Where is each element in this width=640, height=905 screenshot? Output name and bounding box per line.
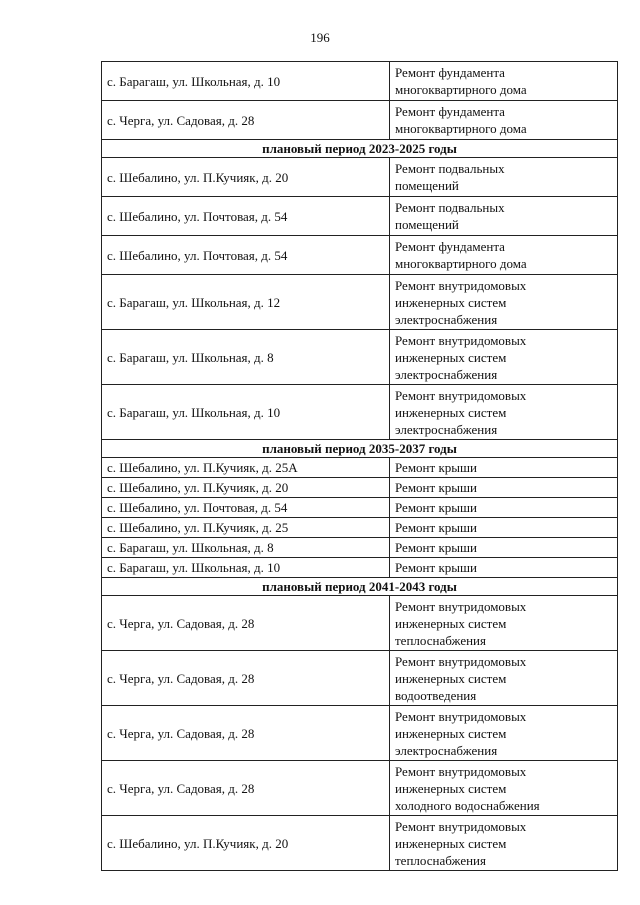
work-type-line: инженерных систем: [395, 294, 507, 310]
table-row: [102, 197, 618, 236]
table-row: [102, 816, 618, 871]
address-cell: с. Шебалино, ул. П.Кучияк, д. 25А: [102, 458, 390, 478]
work-type-cell: [390, 478, 618, 498]
address-cell: с. Шебалино, ул. Почтовая, д. 54: [102, 236, 390, 275]
section-title: плановый период 2023-2025 годы: [102, 140, 618, 158]
work-type-cell: [390, 538, 618, 558]
work-type-line: Ремонт внутридомовых: [395, 387, 527, 403]
work-type-line: многоквартирного дома: [395, 121, 527, 136]
table-row: [102, 498, 618, 518]
work-type-line: инженерных систем: [395, 780, 507, 796]
work-type-line: Ремонт фундамента: [395, 104, 505, 119]
address-cell: с. Барагаш, ул. Школьная, д. 8: [102, 330, 390, 385]
work-type-line: Ремонт крыши: [395, 460, 477, 475]
work-type-line: инженерных систем: [395, 670, 507, 686]
address-cell: с. Барагаш, ул. Школьная, д. 10: [102, 62, 390, 101]
work-type-cell: [390, 651, 618, 706]
work-type-line: Ремонт крыши: [395, 500, 477, 515]
address-cell: с. Черга, ул. Садовая, д. 28: [102, 706, 390, 761]
work-type-line: Ремонт крыши: [395, 540, 477, 555]
work-type-line: инженерных систем: [395, 835, 507, 851]
work-type-cell: [390, 330, 618, 385]
work-type-line: помещений: [395, 217, 459, 232]
address-cell: с. Барагаш, ул. Школьная, д. 10: [102, 558, 390, 578]
address-cell: с. Шебалино, ул. П.Кучияк, д. 25: [102, 518, 390, 538]
work-type-line: Ремонт внутридомовых: [395, 598, 527, 614]
work-type-cell: [390, 158, 618, 197]
table-row: [102, 101, 618, 140]
table-row: [102, 558, 618, 578]
table-row: [102, 158, 618, 197]
table-row: [102, 706, 618, 761]
address-cell: с. Шебалино, ул. П.Кучияк, д. 20: [102, 816, 390, 871]
work-type-line: помещений: [395, 178, 459, 193]
table-row: [102, 330, 618, 385]
work-type-line: холодного водоснабжения: [395, 797, 540, 813]
work-type-cell: [390, 62, 618, 101]
work-type-line: Ремонт подвальных: [395, 200, 505, 215]
table-row: [102, 596, 618, 651]
page-number: 196: [310, 30, 330, 45]
table-row: [102, 275, 618, 330]
work-type-line: Ремонт внутридомовых: [395, 653, 527, 669]
table-row: [102, 62, 618, 101]
table-row: [102, 385, 618, 440]
address-cell: с. Черга, ул. Садовая, д. 28: [102, 101, 390, 140]
work-type-cell: [390, 706, 618, 761]
section-header-row: [102, 440, 618, 458]
work-type-line: теплоснабжения: [395, 852, 486, 868]
work-type-cell: [390, 236, 618, 275]
work-type-cell: [390, 761, 618, 816]
work-type-line: Ремонт крыши: [395, 560, 477, 575]
table-row: [102, 478, 618, 498]
work-type-cell: [390, 458, 618, 478]
repair-schedule-table: [101, 61, 618, 871]
work-type-line: Ремонт внутридомовых: [395, 332, 527, 348]
work-type-line: Ремонт подвальных: [395, 161, 505, 176]
section-header-row: [102, 578, 618, 596]
work-type-line: теплоснабжения: [395, 632, 486, 648]
work-type-line: Ремонт внутридомовых: [395, 763, 527, 779]
address-cell: с. Шебалино, ул. Почтовая, д. 54: [102, 197, 390, 236]
work-type-cell: [390, 101, 618, 140]
table-row: [102, 236, 618, 275]
work-type-line: инженерных систем: [395, 349, 507, 365]
work-type-line: многоквартирного дома: [395, 82, 527, 97]
table-row: [102, 538, 618, 558]
work-type-line: Ремонт внутридомовых: [395, 277, 527, 293]
address-cell: с. Черга, ул. Садовая, д. 28: [102, 651, 390, 706]
work-type-cell: [390, 385, 618, 440]
work-type-line: многоквартирного дома: [395, 256, 527, 271]
work-type-line: электроснабжения: [395, 742, 498, 758]
work-type-cell: [390, 816, 618, 871]
work-type-cell: [390, 558, 618, 578]
section-title: плановый период 2041-2043 годы: [102, 578, 618, 596]
address-cell: с. Шебалино, ул. П.Кучияк, д. 20: [102, 158, 390, 197]
work-type-cell: [390, 275, 618, 330]
repair-schedule-body: [102, 62, 618, 871]
work-type-line: электроснабжения: [395, 366, 498, 382]
address-cell: с. Барагаш, ул. Школьная, д. 12: [102, 275, 390, 330]
work-type-line: Ремонт внутридомовых: [395, 818, 527, 834]
work-type-cell: [390, 596, 618, 651]
work-type-line: инженерных систем: [395, 725, 507, 741]
work-type-line: Ремонт фундамента: [395, 65, 505, 80]
table-row: [102, 518, 618, 538]
work-type-line: Ремонт крыши: [395, 480, 477, 495]
table-row: [102, 458, 618, 478]
work-type-line: водоотведения: [395, 687, 477, 703]
address-cell: с. Барагаш, ул. Школьная, д. 10: [102, 385, 390, 440]
work-type-line: электроснабжения: [395, 421, 498, 437]
work-type-line: Ремонт крыши: [395, 520, 477, 535]
work-type-line: инженерных систем: [395, 615, 507, 631]
work-type-line: электроснабжения: [395, 311, 498, 327]
address-cell: с. Черга, ул. Садовая, д. 28: [102, 761, 390, 816]
work-type-line: Ремонт внутридомовых: [395, 708, 527, 724]
table-row: [102, 761, 618, 816]
work-type-cell: [390, 518, 618, 538]
section-header-row: [102, 140, 618, 158]
work-type-line: Ремонт фундамента: [395, 239, 505, 254]
work-type-line: инженерных систем: [395, 404, 507, 420]
address-cell: с. Шебалино, ул. П.Кучияк, д. 20: [102, 478, 390, 498]
address-cell: с. Черга, ул. Садовая, д. 28: [102, 596, 390, 651]
section-title: плановый период 2035-2037 годы: [102, 440, 618, 458]
address-cell: с. Барагаш, ул. Школьная, д. 8: [102, 538, 390, 558]
table-row: [102, 651, 618, 706]
address-cell: с. Шебалино, ул. Почтовая, д. 54: [102, 498, 390, 518]
work-type-cell: [390, 197, 618, 236]
work-type-cell: [390, 498, 618, 518]
